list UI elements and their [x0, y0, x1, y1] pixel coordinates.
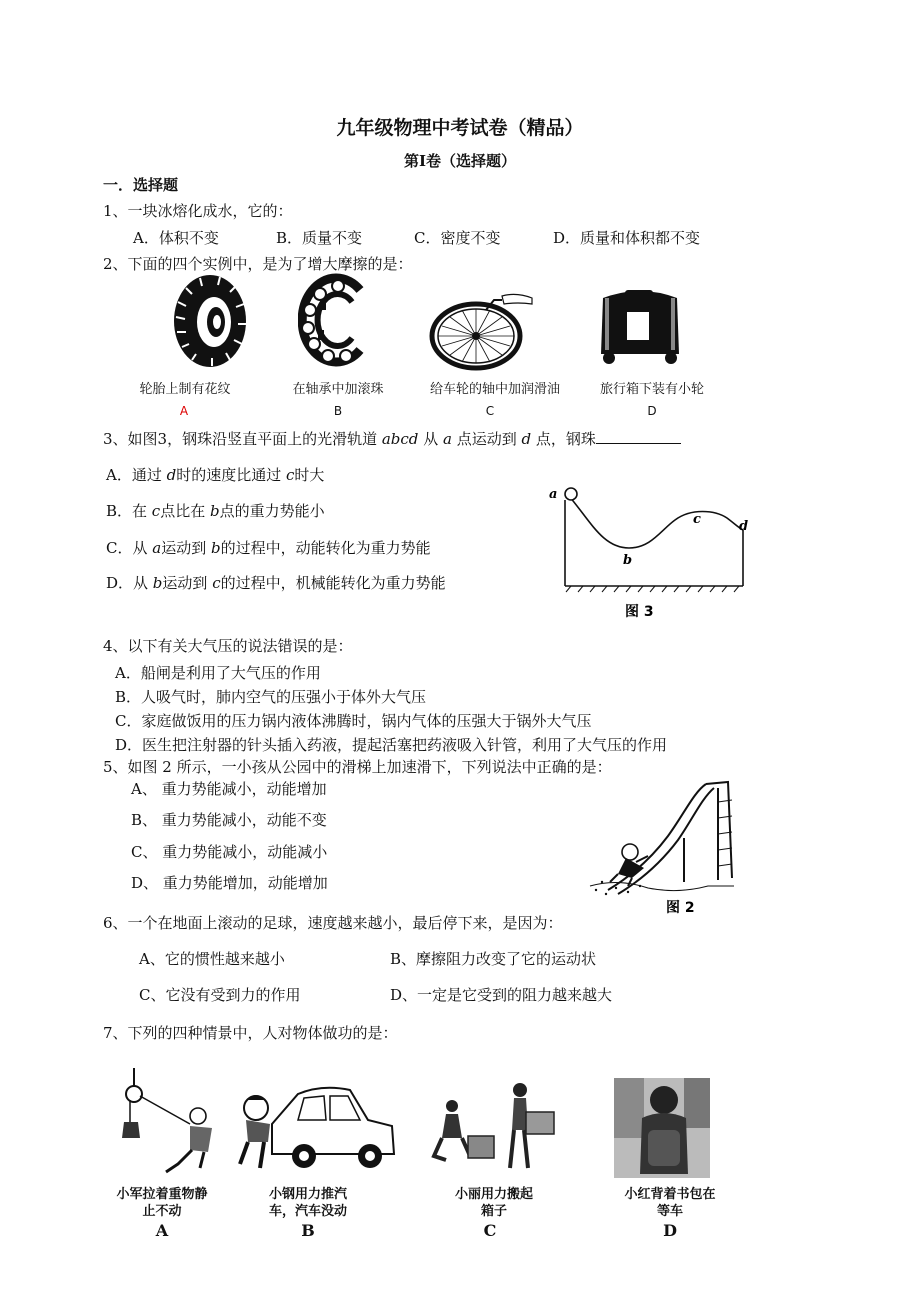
q3-option-d: D．从 b运动到 c的过程中，机械能转化为重力势能 — [106, 574, 446, 592]
q7-caption-a: 小军拉着重物静止不动 — [116, 1187, 208, 1219]
q7-image-pulley — [120, 1068, 220, 1178]
q6-option-d: D、一定是它受到的阻力越来越大 — [390, 986, 613, 1004]
q7-caption-d: 小红背着书包在等车 — [624, 1187, 716, 1219]
q4-option-d: D．医生把注射器的针头插入药液，提起活塞把药液吸入针管，利用了大气压的作用 — [115, 736, 668, 754]
q3-stem: 3、如图3，钢珠沿竖直平面上的光滑轨道 abcd 从 a 点运动到 d 点，钢珠 — [103, 429, 681, 449]
q2-caption-b: 在轴承中加滚珠 — [292, 382, 384, 397]
tire-image — [170, 272, 254, 370]
q2-letter-b: B — [333, 404, 343, 418]
q4-option-c: C．家庭做饭用的压力锅内液体沸腾时，锅内气体的压强大于锅外大气压 — [115, 712, 592, 730]
q3-option-a: A．通过 d时的速度比通过 c时大 — [106, 466, 325, 484]
q4-option-a: A．船闸是利用了大气压的作用 — [115, 664, 321, 682]
q7-caption-c: 小丽用力搬起箱子 — [454, 1187, 533, 1219]
suitcase-image — [595, 286, 685, 368]
fig3-point-c: c — [693, 512, 701, 527]
q3-option-b: B．在 c点比在 b点的重力势能小 — [106, 502, 325, 520]
q4-stem: 4、以下有关大气压的说法错误的是： — [103, 637, 353, 655]
q7-image-backpack — [614, 1078, 710, 1178]
q1-stem: 1、一块冰熔化成水，它的： — [103, 202, 293, 220]
section-heading: 一．选择题 — [103, 176, 179, 194]
figure-3-track — [543, 482, 755, 624]
fig3-point-b: b — [623, 553, 633, 568]
q5-option-c: C、 重力势能减小，动能减小 — [131, 843, 328, 861]
q7-caption-b: 小钢用力推汽车，汽车没动 — [268, 1187, 347, 1219]
q7-letter-b: B — [301, 1221, 315, 1240]
q2-caption-c: 给车轮的轴中加润滑油 — [429, 382, 560, 397]
q2-letter-d: D — [647, 404, 657, 418]
q2-caption-d: 旅行箱下装有小轮 — [599, 382, 704, 397]
q7-letter-c: C — [483, 1221, 497, 1240]
q7-letter-d: D — [663, 1221, 677, 1240]
q5-stem: 5、如图 2 所示，一小孩从公园中的滑梯上加速滑下，下列说法中正确的是： — [103, 758, 612, 776]
answer-blank — [596, 429, 681, 444]
q5-option-d: D、 重力势能增加，动能增加 — [131, 874, 328, 892]
q1-option-a: A．体积不变 — [133, 229, 219, 247]
q2-caption-a: 轮胎上制有花纹 — [139, 382, 231, 397]
q1-option-b: B．质量不变 — [276, 229, 363, 247]
q6-option-c: C、它没有受到力的作用 — [139, 986, 301, 1004]
page-subtitle: 第Ⅰ卷（选择题） — [403, 152, 517, 170]
q7-image-box — [428, 1080, 568, 1180]
bearing-image — [298, 272, 374, 368]
q6-stem: 6、一个在地面上滚动的足球，速度越来越小，最后停下来，是因为： — [103, 914, 563, 932]
q6-option-a: A、它的惯性越来越小 — [139, 950, 285, 968]
q3-option-c: C．从 a运动到 b的过程中，动能转化为重力势能 — [106, 539, 431, 557]
figure-2-slide — [588, 778, 738, 918]
q7-letter-a: A — [155, 1221, 169, 1240]
q7-image-car — [232, 1080, 400, 1180]
q1-option-d: D．质量和体积都不变 — [553, 229, 701, 247]
q2-letter-c: C — [485, 404, 495, 418]
q4-option-b: B．人吸气时，肺内空气的压强小于体外大气压 — [115, 688, 427, 706]
fig3-point-a: a — [549, 487, 558, 502]
fig2-caption: 图 2 — [666, 900, 695, 916]
q5-option-b: B、 重力势能减小，动能不变 — [131, 811, 327, 829]
q2-stem: 2、下面的四个实例中，是为了增大摩擦的是： — [103, 255, 413, 273]
fig3-caption: 图 3 — [625, 604, 654, 620]
q5-option-a: A、 重力势能减小，动能增加 — [131, 780, 327, 798]
q2-letter-a: A — [179, 404, 189, 418]
page-title: 九年级物理中考试卷（精品） — [336, 117, 584, 139]
wheel-oil-image — [428, 290, 534, 372]
q7-stem: 7、下列的四种情景中，人对物体做功的是： — [103, 1024, 398, 1042]
q1-option-c: C．密度不变 — [414, 229, 501, 247]
fig3-point-d: d — [739, 519, 749, 534]
q6-option-b: B、摩擦阻力改变了它的运动状 — [390, 950, 597, 968]
